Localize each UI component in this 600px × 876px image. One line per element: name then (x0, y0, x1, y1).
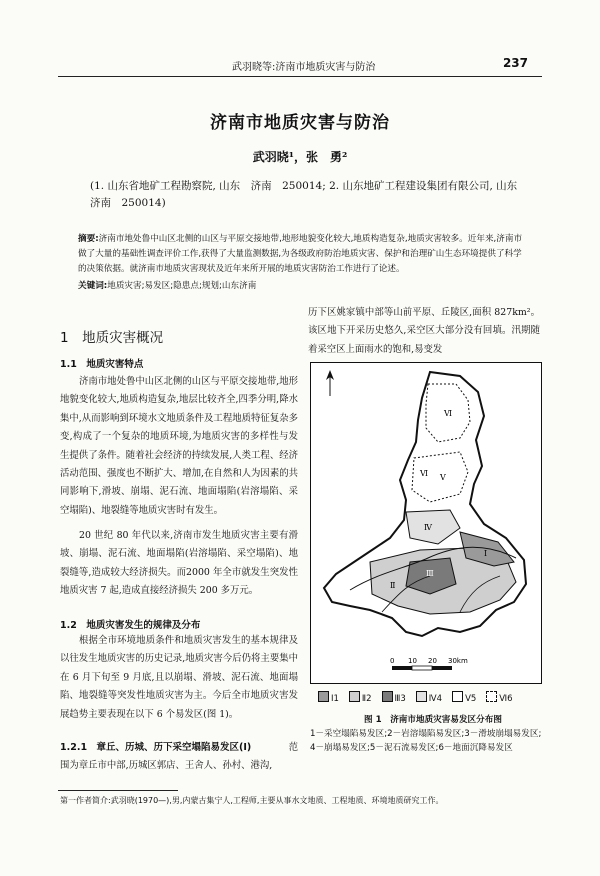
running-title: 武羽晓等:济南市地质灾害与防治 (232, 62, 376, 73)
subsection-heading: 1.2 地质灾害发生的规律及分布 (60, 620, 201, 631)
footnote: 第一作者简介:武羽晓(1970—),男,内蒙古集宁人,工程师,主要从事水文地质、工程地质、环境地质研究工作。 (60, 796, 444, 805)
abstract-label: 摘要: (78, 234, 99, 244)
figure-caption-line: 4－崩塌易发区;5－泥石流易发区;6－地面沉降易发区 (310, 743, 513, 753)
zone-label: Ⅲ (426, 569, 434, 578)
paragraph: 20 世纪 80 年代以来,济南市发生地质灾害主要有滑坡、崩塌、泥石流、地面塌陷(岩溶塌陷、采空塌陷)、地裂缝等,造成较大经济损失。而2000 年全市就发生突发性地质灾害 7 起,造成直接经济损失 200 多万元。 (60, 530, 298, 597)
subsection-line (60, 739, 298, 753)
legend-item: Ⅳ4 (416, 691, 442, 704)
subsection-heading: 1.2.1 章丘、历城、历下采空塌陷易发区(Ⅰ) (60, 742, 252, 753)
article-authors: 武羽晓¹，张 勇² (252, 150, 348, 164)
subsection-heading: 1.1 地质灾害特点 (60, 359, 144, 370)
paragraph-fragment: 范 (288, 742, 298, 753)
zone-label: Ⅳ (424, 523, 432, 532)
figure-caption-line: 1－采空塌陷易发区;2－岩溶塌陷易发区;3－滑坡崩塌易发区; (310, 729, 542, 739)
legend-item: Ⅵ6 (486, 691, 512, 704)
article-affiliations: (1. 山东省地矿工程勘察院, 山东 济南 250014; 2. 山东地矿工程建设集团有限公司, 山东 济南 250014) (90, 180, 528, 209)
scale-label: 30km (448, 657, 468, 665)
scale-label: 10 (408, 657, 417, 665)
paragraph: 历下区姚家镇中部等山前平原、丘陵区,面积 827km²。该区地下开采历史悠久,采空区大部分没有回填。汛期随着采空区上面雨水的饱和,易变发 (308, 307, 540, 355)
zone-label: Ⅴ (440, 473, 446, 482)
abstract (78, 232, 528, 277)
figure-caption (310, 713, 542, 755)
keywords (78, 279, 528, 291)
scale-label: 0 (390, 657, 395, 665)
header-rule (58, 76, 542, 77)
paragraph: 根据全市环境地质条件和地质灾害发生的基本规律及以往发生地质灾害的历史记录,地质灾害今后仍将主要集中在 6 月下旬至 9 月底,且以崩塌、滑坡、泥石流、地面塌陷、地裂缝等突发性地质灾害为主。今后全市地质灾害发展趋势主要表现在以下 6 个易发区(图 1)。 (60, 635, 298, 720)
footnote-rule (58, 790, 178, 791)
article-title: 济南市地质灾害与防治 (210, 113, 390, 133)
figure-caption-title: 图 1 济南市地质灾害易发区分布图 (364, 715, 502, 725)
keywords-label: 关键词: (78, 281, 108, 291)
zone-label: Ⅱ (390, 581, 396, 590)
legend-item: Ⅲ3 (382, 691, 406, 704)
page-number: 237 (502, 56, 528, 70)
abstract-text: 济南市地处鲁中山区北侧的山区与平原交接地带,地形地貌变化较大,地质构造复杂,地质灾害较多。近年来,济南市做了大量的基础性调查评价工作,获得了大量监测数据,为各级政府防治地质灾害、保护和治理矿山生态环境提供了科学的决策依据。就济南市地质灾害现状及近年来所开展的地质灾害防治工作进行了论述。 (78, 234, 523, 274)
paragraph: 济南市地处鲁中山区北侧的山区与平原交接地带,地形地貌变化较大,地质构造复杂,地层比较齐全,四季分明,降水集中,从而影响到环境水文地质条件及工程地质特征复杂多变,构成了一个复杂的地质环境,为地质灾害的多样性与发生提供了条件。随着社会经济的持续发展,人类工程、经济活动范围、强度也不断扩大、增加,在自然和人为因素的共同影响下,滑坡、崩塌、泥石流、地面塌陷(岩溶塌陷、采空塌陷)、地裂缝等地质灾害时有发生。 (60, 376, 298, 516)
legend-item: Ⅴ5 (452, 691, 476, 704)
hazard-zone-map (310, 362, 542, 684)
paragraph: 围为章丘市中部,历城区郭店、王舍人、孙村、港沟, (60, 760, 273, 771)
section-heading: 1 地质灾害概况 (60, 330, 164, 346)
keywords-text: 地质灾害;易发区;隐患点;规划;山东济南 (107, 281, 257, 291)
zone-label: Ⅵ (444, 409, 453, 418)
zone-label: Ⅵ (420, 469, 429, 478)
legend-item: Ⅰ1 (318, 691, 339, 704)
map-legend (318, 691, 538, 704)
zone-label: Ⅰ (484, 549, 488, 558)
legend-item: Ⅱ2 (349, 691, 372, 704)
scale-label: 20 (428, 657, 437, 665)
